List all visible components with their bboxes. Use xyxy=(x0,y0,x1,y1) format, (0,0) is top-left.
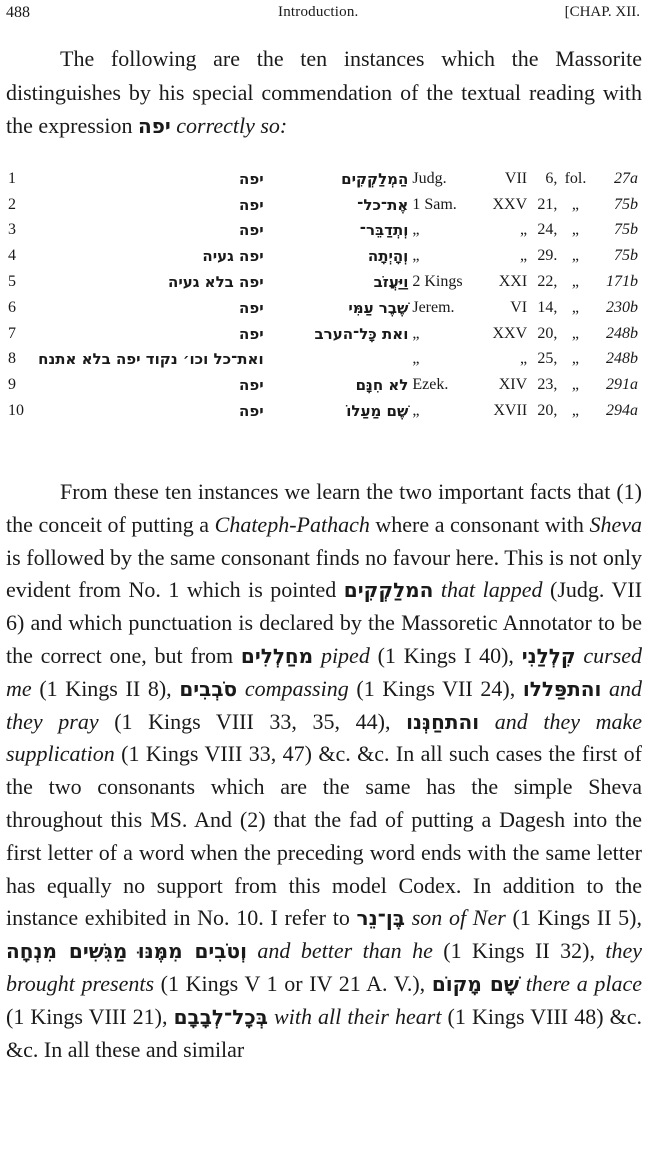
instance-ref: 248b xyxy=(606,350,638,368)
instance-word xyxy=(310,347,413,373)
instance-word: הַמְלַקְקִים xyxy=(341,169,409,188)
hebrew-word: סֹבְבִים xyxy=(179,676,238,701)
instance-note: יפה xyxy=(239,376,264,395)
instance-verse: 24, xyxy=(537,221,558,239)
body-paragraph xyxy=(6,476,642,1066)
instance-fol: „ xyxy=(571,221,580,239)
hebrew-word: וְטֹבִים מִמֶּנּוּ xyxy=(137,939,247,964)
instance-chapter: XIV xyxy=(498,376,528,394)
instance-book: „ xyxy=(412,350,420,368)
running-title: Introduction. xyxy=(278,4,359,20)
instance-row xyxy=(4,192,644,218)
instance-book: „ xyxy=(412,221,420,239)
instance-word: ואת כָּל־הערב xyxy=(314,324,409,343)
instance-ref: 75b xyxy=(614,247,638,265)
instance-book: Jerem. xyxy=(412,298,455,316)
instance-num: 10 xyxy=(8,402,24,420)
instance-verse: 6, xyxy=(545,169,558,187)
instance-verse: 20, xyxy=(537,402,558,420)
instance-ref: 75b xyxy=(614,221,638,239)
instance-ref: 75b xyxy=(614,195,638,213)
italic-gloss: that lapped xyxy=(440,577,543,603)
italic-term: Chateph-Pathach xyxy=(214,511,370,537)
intro-italic: correctly so: xyxy=(176,113,288,138)
instance-num: 7 xyxy=(8,324,16,342)
intro-text: The following are the ten instances which the Massorite distinguishes by his special commendation of the textual reading with the expression xyxy=(6,46,642,138)
hebrew-word: בֶּן־נֵר xyxy=(356,906,405,931)
instance-word: שֶׁבֶר עַמִּי xyxy=(348,298,409,317)
instance-num: 5 xyxy=(8,273,16,291)
body-text: (1 Kings II 8), xyxy=(31,675,180,701)
instance-fol: „ xyxy=(571,273,580,291)
body-text: (1 Kings V 1 or IV 21 A. V.), xyxy=(154,970,432,996)
instance-note: יפה בלא געיה xyxy=(168,273,264,292)
instance-book: 2 Kings xyxy=(412,273,463,291)
hebrew-term: יפה xyxy=(137,114,171,138)
hebrew-word: שָׁם מָקוֹם xyxy=(431,971,520,996)
instance-fol: „ xyxy=(571,376,580,394)
instance-verse: 20, xyxy=(537,324,558,342)
instance-row xyxy=(4,269,644,295)
instance-ref: 291a xyxy=(606,376,638,394)
hebrew-word: מַגִּשִׁים מִנְחָה xyxy=(6,939,128,964)
italic-gloss: cursed me xyxy=(6,642,643,701)
body-text: (1 Kings VIII 48) &c. &c. In all these and similar xyxy=(6,1003,642,1062)
instance-fol: „ xyxy=(571,247,580,265)
instance-ref: 171b xyxy=(606,273,638,291)
instance-word: וְתְדַבֵּר־ xyxy=(359,221,409,240)
instance-word: שֶׁם מַעַלוֹ xyxy=(346,402,409,421)
instance-chapter: XXV xyxy=(492,195,528,213)
page-number: 488 xyxy=(6,4,30,21)
instance-fol: fol. xyxy=(564,169,587,187)
instance-chapter: XXI xyxy=(498,273,528,291)
body-text: (1 Kings VIII 33, 47) &c. &c. In all such cases the first of the two consonants which are the same has the simple Sheva throughout this MS. And (2) that the fad of putting a Dagesh into the first letter of a word when the preceding word ends with the same letter has equally no support from this model Codex. In addition to the instance exhibited in No. 10. I refer to xyxy=(6,741,642,931)
instance-note: יפה xyxy=(239,298,264,317)
instance-note: יפה xyxy=(239,169,264,188)
instance-chapter: „ xyxy=(520,350,528,368)
instance-chapter: XVII xyxy=(493,402,528,420)
instance-chapter: „ xyxy=(520,221,528,239)
italic-gloss: son of Ner xyxy=(411,905,506,931)
instance-row xyxy=(4,295,644,321)
instance-note: יפה xyxy=(239,221,264,240)
instance-chapter: VII xyxy=(504,169,528,187)
instance-num: 4 xyxy=(8,247,16,265)
instance-word: לא חִנָּם xyxy=(355,376,409,395)
instance-num: 1 xyxy=(8,169,16,187)
instance-verse: 25, xyxy=(537,350,558,368)
instance-book: Judg. xyxy=(412,169,447,187)
body-text: (1 Kings I 40), xyxy=(369,642,522,668)
hebrew-word: המלַקְקִים xyxy=(343,578,434,603)
italic-gloss: there a place xyxy=(525,970,643,996)
instance-verse: 21, xyxy=(537,195,558,213)
italic-gloss: with all their heart xyxy=(274,1003,442,1029)
instance-book: „ xyxy=(412,324,420,342)
body-text: (1 Kings II 5), xyxy=(505,905,642,931)
italic-gloss: and better than he xyxy=(257,938,433,964)
instance-word: וַיַּעֲזֹב xyxy=(373,273,409,292)
instance-word: אֶת־כל־ xyxy=(357,195,409,214)
instance-row xyxy=(4,166,644,192)
body-text: From these ten instances we learn the two important facts that (1) the conceit of putting a xyxy=(6,479,642,537)
instance-note: יפה xyxy=(239,195,264,214)
instance-fol: „ xyxy=(571,350,580,368)
instance-verse: 29. xyxy=(537,247,558,265)
instance-fol: „ xyxy=(571,298,580,316)
hebrew-word: מחַלְלִים xyxy=(240,643,314,668)
instance-ref: 294a xyxy=(606,402,638,420)
instance-note: יפה געיה xyxy=(202,247,264,266)
instance-row xyxy=(4,372,644,398)
instance-chapter: XXV xyxy=(492,324,528,342)
hebrew-word: בְּכָל־לְבָבָם xyxy=(173,1004,268,1029)
instance-note: יפה xyxy=(239,324,264,343)
italic-gloss: and they make supplication xyxy=(6,708,643,767)
instance-row xyxy=(4,243,644,269)
body-text: (1 Kings VIII 33, 35, 44), xyxy=(98,708,407,734)
instance-word: וְהָיְתָה xyxy=(367,247,409,266)
body-text: is followed by the same consonant finds no favour here. This is not only evident from No. 1 which is pointed xyxy=(6,544,642,603)
italic-gloss: and they pray xyxy=(6,675,643,734)
hebrew-word: קִלְלַנִי xyxy=(521,643,576,668)
italic-term: Sheva xyxy=(589,511,643,537)
instances-table xyxy=(4,166,644,424)
instance-book: „ xyxy=(412,402,420,420)
instance-num: 2 xyxy=(8,195,16,213)
instance-row xyxy=(4,398,644,424)
hebrew-word: והתחַנְּנו xyxy=(406,709,480,734)
body-text: (1 Kings VII 24), xyxy=(348,675,523,701)
instance-num: 8 xyxy=(8,350,16,368)
intro-paragraph xyxy=(6,42,642,144)
page-header xyxy=(6,4,646,28)
instance-ref: 27a xyxy=(614,169,638,187)
body-text: (1 Kings VIII 21), xyxy=(6,1003,174,1029)
instance-chapter: „ xyxy=(520,247,528,265)
instance-verse: 23, xyxy=(537,376,558,394)
instance-note: ואת־כל וכו׳ נקוד יפה בלא אתנח xyxy=(38,350,264,369)
instance-row xyxy=(4,321,644,347)
instance-row xyxy=(4,218,644,244)
instance-ref: 230b xyxy=(606,298,638,316)
instance-fol: „ xyxy=(571,402,580,420)
instance-verse: 22, xyxy=(537,273,558,291)
instance-row xyxy=(4,347,644,373)
instance-verse: 14, xyxy=(537,298,558,316)
body-text: (Judg. VII 6) and which punctuation is declared by the Massoretic Annotator to be the correct one, but from xyxy=(6,577,643,668)
italic-gloss: they brought presents xyxy=(6,938,643,996)
instance-fol: „ xyxy=(571,324,580,342)
italic-gloss: piped xyxy=(320,642,370,668)
instance-chapter: VI xyxy=(510,298,528,316)
instance-book: 1 Sam. xyxy=(412,195,457,213)
chapter-label: [CHAP. XII. xyxy=(564,4,640,20)
instance-num: 9 xyxy=(8,376,16,394)
body-text: (1 Kings II 32), xyxy=(432,938,606,964)
instance-fol: „ xyxy=(571,195,580,213)
italic-gloss: compassing xyxy=(244,675,349,701)
hebrew-word: והתפַּללו xyxy=(522,676,602,701)
instance-num: 6 xyxy=(8,298,16,316)
instance-num: 3 xyxy=(8,221,16,239)
instance-note: יפה xyxy=(239,402,264,421)
instance-ref: 248b xyxy=(606,324,638,342)
body-text: where a consonant with xyxy=(369,511,590,537)
instance-book: Ezek. xyxy=(412,376,449,394)
instance-book: „ xyxy=(412,247,420,265)
